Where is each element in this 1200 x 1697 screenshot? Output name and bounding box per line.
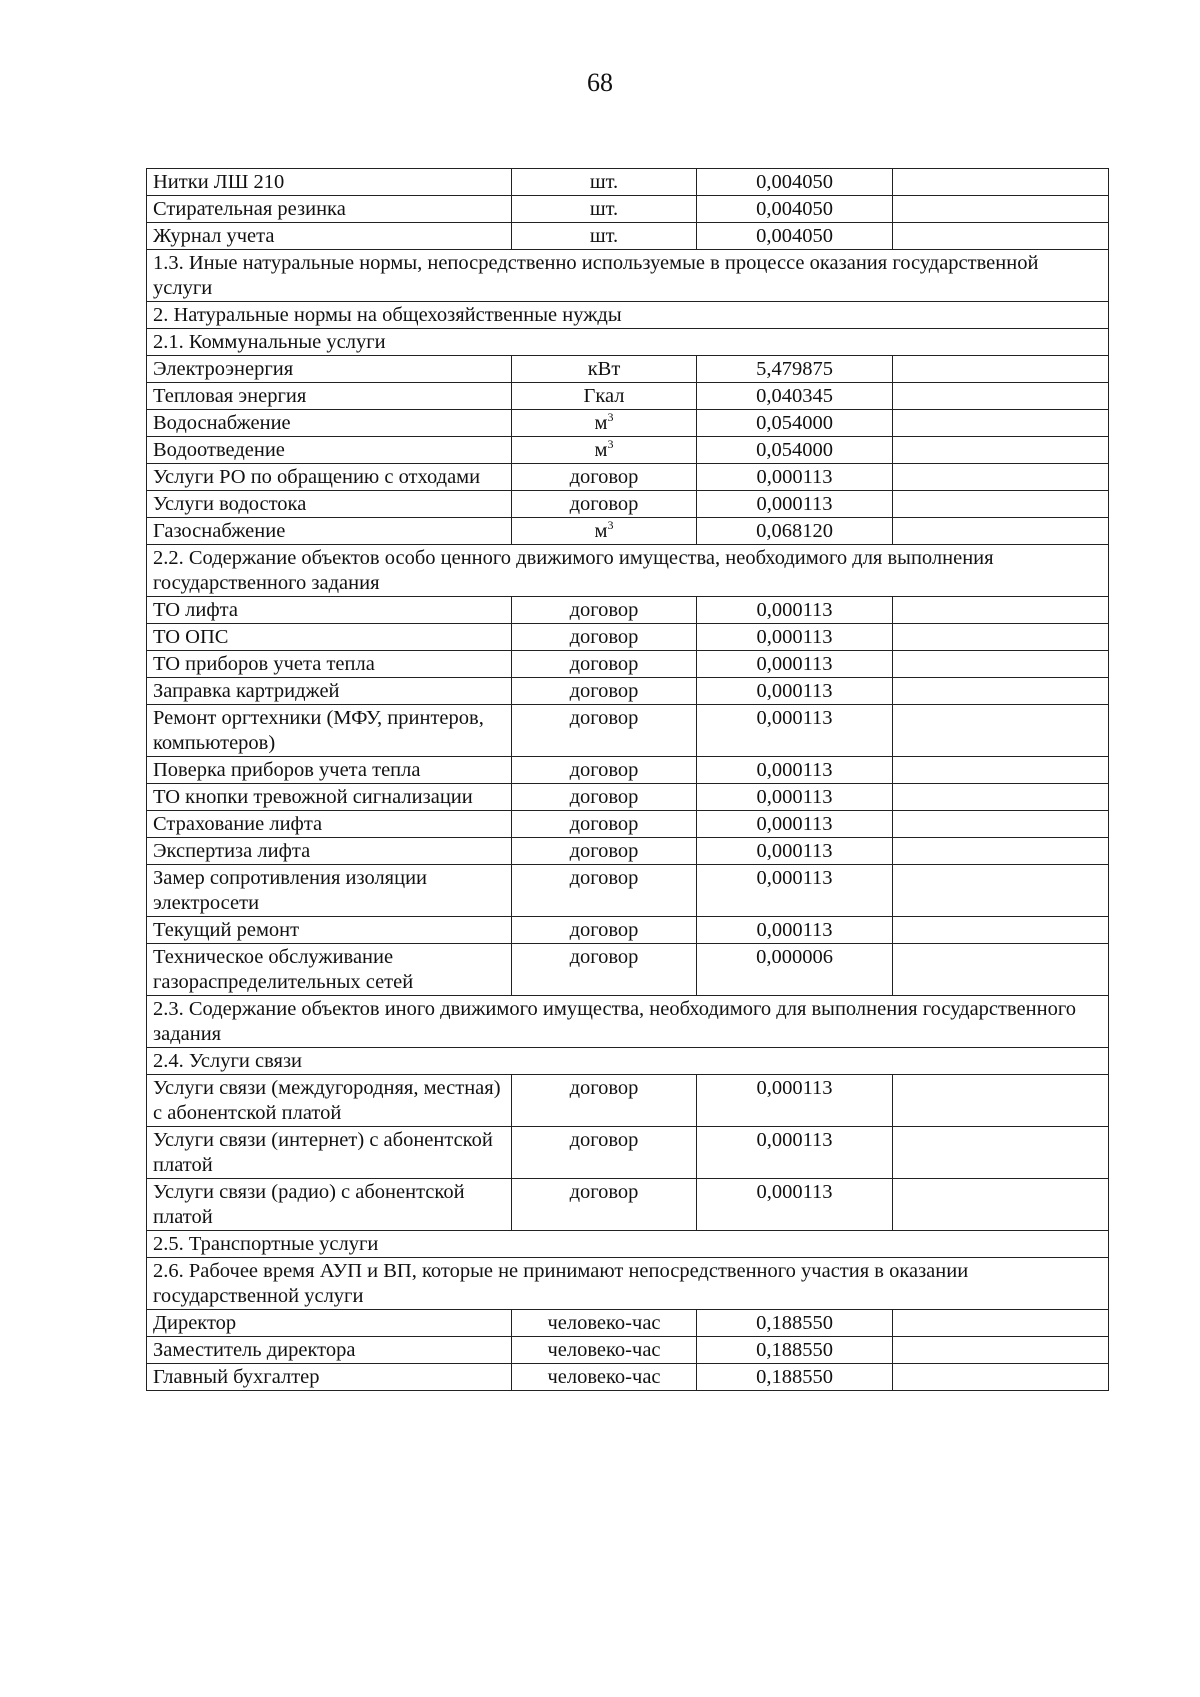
item-unit bbox=[512, 597, 697, 624]
item-unit bbox=[512, 1337, 697, 1364]
item-name: Водоотведение bbox=[147, 437, 512, 464]
item-unit bbox=[512, 196, 697, 223]
item-name: Директор bbox=[147, 1310, 512, 1337]
table-row bbox=[147, 1364, 1109, 1391]
item-unit-text: шт. bbox=[589, 225, 619, 247]
section-row bbox=[147, 1231, 1109, 1258]
section-heading: 1.3. Иные натуральные нормы, непосредственно используемые в процессе оказания государственной услуги bbox=[147, 250, 1109, 302]
item-name: Страхование лифта bbox=[147, 811, 512, 838]
item-name: ТО лифта bbox=[147, 597, 512, 624]
item-unit-exponent: 3 bbox=[607, 518, 614, 533]
item-unit bbox=[512, 651, 697, 678]
item-name: ТО кнопки тревожной сигнализации bbox=[147, 784, 512, 811]
item-unit bbox=[512, 865, 697, 917]
item-value: 5,479875 bbox=[697, 356, 893, 383]
table-row bbox=[147, 1179, 1109, 1231]
item-unit bbox=[512, 757, 697, 784]
table-row bbox=[147, 169, 1109, 196]
section-heading: 2. Натуральные нормы на общехозяйственные нужды bbox=[147, 302, 1109, 329]
item-unit bbox=[512, 917, 697, 944]
item-note bbox=[893, 678, 1109, 705]
table-row bbox=[147, 705, 1109, 757]
item-note bbox=[893, 838, 1109, 865]
item-value: 0,188550 bbox=[697, 1364, 893, 1391]
item-unit-text: договор bbox=[569, 867, 639, 889]
item-value: 0,068120 bbox=[697, 518, 893, 545]
item-value: 0,000113 bbox=[697, 597, 893, 624]
section-row bbox=[147, 302, 1109, 329]
item-value: 0,000113 bbox=[697, 678, 893, 705]
item-unit-text: договор bbox=[569, 946, 639, 968]
item-unit-text: договор bbox=[569, 759, 639, 781]
item-unit bbox=[512, 410, 697, 437]
item-unit bbox=[512, 356, 697, 383]
table-row bbox=[147, 651, 1109, 678]
item-unit bbox=[512, 1364, 697, 1391]
item-value: 0,188550 bbox=[697, 1337, 893, 1364]
table-row bbox=[147, 917, 1109, 944]
table-row bbox=[147, 838, 1109, 865]
norms-table-body bbox=[147, 169, 1109, 1391]
item-unit-text: м bbox=[594, 439, 608, 461]
item-unit bbox=[512, 491, 697, 518]
item-unit bbox=[512, 944, 697, 996]
item-value: 0,054000 bbox=[697, 410, 893, 437]
item-unit bbox=[512, 705, 697, 757]
item-note bbox=[893, 1127, 1109, 1179]
section-row bbox=[147, 250, 1109, 302]
item-note bbox=[893, 811, 1109, 838]
item-note bbox=[893, 1337, 1109, 1364]
section-heading: 2.3. Содержание объектов иного движимого имущества, необходимого для выполнения государственного задания bbox=[147, 996, 1109, 1048]
item-value: 0,000113 bbox=[697, 757, 893, 784]
item-unit-text: договор bbox=[569, 626, 639, 648]
table-row bbox=[147, 784, 1109, 811]
item-unit-text: договор bbox=[569, 840, 639, 862]
table-row bbox=[147, 1127, 1109, 1179]
section-row bbox=[147, 329, 1109, 356]
item-name: Услуги водостока bbox=[147, 491, 512, 518]
item-name: Заправка картриджей bbox=[147, 678, 512, 705]
item-unit-text: договор bbox=[569, 1129, 639, 1151]
item-note bbox=[893, 169, 1109, 196]
table-row bbox=[147, 624, 1109, 651]
item-unit bbox=[512, 1310, 697, 1337]
item-value: 0,000113 bbox=[697, 865, 893, 917]
section-heading: 2.1. Коммунальные услуги bbox=[147, 329, 1109, 356]
item-note bbox=[893, 383, 1109, 410]
page-number: 68 bbox=[587, 68, 613, 97]
item-unit-text: Гкал bbox=[583, 385, 625, 407]
item-name: Тепловая энергия bbox=[147, 383, 512, 410]
item-note bbox=[893, 410, 1109, 437]
item-unit-text: кВт bbox=[587, 358, 621, 380]
item-unit bbox=[512, 437, 697, 464]
item-name: Ремонт оргтехники (МФУ, принтеров, компьютеров) bbox=[147, 705, 512, 757]
item-unit bbox=[512, 811, 697, 838]
item-note bbox=[893, 1310, 1109, 1337]
item-name: Поверка приборов учета тепла bbox=[147, 757, 512, 784]
item-unit bbox=[512, 1075, 697, 1127]
table-row bbox=[147, 464, 1109, 491]
table-row bbox=[147, 1075, 1109, 1127]
item-unit bbox=[512, 838, 697, 865]
item-unit-exponent: 3 bbox=[607, 410, 614, 425]
item-unit-text: договор bbox=[569, 653, 639, 675]
item-note bbox=[893, 597, 1109, 624]
item-unit bbox=[512, 383, 697, 410]
item-name: Газоснабжение bbox=[147, 518, 512, 545]
item-name: Услуги связи (междугородняя, местная) с абонентской платой bbox=[147, 1075, 512, 1127]
table-row bbox=[147, 196, 1109, 223]
section-row bbox=[147, 996, 1109, 1048]
table-row bbox=[147, 757, 1109, 784]
item-note bbox=[893, 464, 1109, 491]
item-value: 0,000006 bbox=[697, 944, 893, 996]
item-unit-text: договор bbox=[569, 707, 639, 729]
item-unit bbox=[512, 784, 697, 811]
item-value: 0,000113 bbox=[697, 838, 893, 865]
item-note bbox=[893, 757, 1109, 784]
item-note bbox=[893, 356, 1109, 383]
table-row bbox=[147, 811, 1109, 838]
item-name: ТО приборов учета тепла bbox=[147, 651, 512, 678]
item-name: ТО ОПС bbox=[147, 624, 512, 651]
item-note bbox=[893, 624, 1109, 651]
item-value: 0,000113 bbox=[697, 784, 893, 811]
item-name: Экспертиза лифта bbox=[147, 838, 512, 865]
table-row bbox=[147, 223, 1109, 250]
table-row bbox=[147, 491, 1109, 518]
item-name: Водоснабжение bbox=[147, 410, 512, 437]
table-row bbox=[147, 865, 1109, 917]
item-value: 0,000113 bbox=[697, 1127, 893, 1179]
item-unit bbox=[512, 1127, 697, 1179]
table-row bbox=[147, 410, 1109, 437]
table-row bbox=[147, 437, 1109, 464]
item-value: 0,000113 bbox=[697, 651, 893, 678]
item-unit-text: м bbox=[594, 520, 608, 542]
item-value: 0,004050 bbox=[697, 196, 893, 223]
item-note bbox=[893, 518, 1109, 545]
item-name: Нитки ЛШ 210 bbox=[147, 169, 512, 196]
item-unit bbox=[512, 678, 697, 705]
item-note bbox=[893, 917, 1109, 944]
item-unit-text: договор bbox=[569, 493, 639, 515]
item-value: 0,040345 bbox=[697, 383, 893, 410]
item-note bbox=[893, 1075, 1109, 1127]
table-row bbox=[147, 1337, 1109, 1364]
item-value: 0,000113 bbox=[697, 491, 893, 518]
item-unit-text: шт. bbox=[589, 171, 619, 193]
item-note bbox=[893, 784, 1109, 811]
item-note bbox=[893, 1179, 1109, 1231]
item-unit-text: договор bbox=[569, 680, 639, 702]
item-unit-text: договор bbox=[569, 466, 639, 488]
item-value: 0,000113 bbox=[697, 1179, 893, 1231]
table-row bbox=[147, 597, 1109, 624]
item-name: Журнал учета bbox=[147, 223, 512, 250]
item-note bbox=[893, 865, 1109, 917]
item-unit-text: человеко-час bbox=[547, 1339, 661, 1361]
item-value: 0,000113 bbox=[697, 917, 893, 944]
item-value: 0,000113 bbox=[697, 705, 893, 757]
item-name: Заместитель директора bbox=[147, 1337, 512, 1364]
table-row bbox=[147, 356, 1109, 383]
item-name: Услуги связи (интернет) с абонентской платой bbox=[147, 1127, 512, 1179]
item-value: 0,000113 bbox=[697, 624, 893, 651]
item-value: 0,000113 bbox=[697, 1075, 893, 1127]
item-value: 0,004050 bbox=[697, 169, 893, 196]
item-unit bbox=[512, 223, 697, 250]
section-heading: 2.2. Содержание объектов особо ценного движимого имущества, необходимого для выполнения государственного задания bbox=[147, 545, 1109, 597]
item-unit-text: м bbox=[594, 412, 608, 434]
item-note bbox=[893, 1364, 1109, 1391]
section-row bbox=[147, 1048, 1109, 1075]
item-unit-text: договор bbox=[569, 786, 639, 808]
item-note bbox=[893, 651, 1109, 678]
item-unit-text: договор bbox=[569, 1181, 639, 1203]
table-row bbox=[147, 1310, 1109, 1337]
item-name: Главный бухгалтер bbox=[147, 1364, 512, 1391]
norms-table bbox=[146, 168, 1109, 1391]
table-row bbox=[147, 518, 1109, 545]
item-unit bbox=[512, 624, 697, 651]
item-note bbox=[893, 705, 1109, 757]
item-unit-text: шт. bbox=[589, 198, 619, 220]
item-note bbox=[893, 491, 1109, 518]
item-name: Стирательная резинка bbox=[147, 196, 512, 223]
section-row bbox=[147, 1258, 1109, 1310]
item-unit bbox=[512, 1179, 697, 1231]
item-unit-text: договор bbox=[569, 919, 639, 941]
item-value: 0,004050 bbox=[697, 223, 893, 250]
item-value: 0,188550 bbox=[697, 1310, 893, 1337]
table-row bbox=[147, 383, 1109, 410]
item-value: 0,000113 bbox=[697, 464, 893, 491]
item-unit-text: договор bbox=[569, 599, 639, 621]
item-unit bbox=[512, 169, 697, 196]
section-row bbox=[147, 545, 1109, 597]
section-heading: 2.4. Услуги связи bbox=[147, 1048, 1109, 1075]
item-note bbox=[893, 437, 1109, 464]
item-unit bbox=[512, 464, 697, 491]
item-value: 0,054000 bbox=[697, 437, 893, 464]
item-unit-exponent: 3 bbox=[607, 437, 614, 452]
item-note bbox=[893, 196, 1109, 223]
item-unit-text: договор bbox=[569, 1077, 639, 1099]
item-name: Техническое обслуживание газораспределительных сетей bbox=[147, 944, 512, 996]
item-unit-text: человеко-час bbox=[547, 1312, 661, 1334]
item-unit-text: человеко-час bbox=[547, 1366, 661, 1388]
item-name: Электроэнергия bbox=[147, 356, 512, 383]
item-unit bbox=[512, 518, 697, 545]
table-row bbox=[147, 944, 1109, 996]
item-name: Услуги связи (радио) с абонентской платой bbox=[147, 1179, 512, 1231]
section-heading: 2.5. Транспортные услуги bbox=[147, 1231, 1109, 1258]
section-heading: 2.6. Рабочее время АУП и ВП, которые не принимают непосредственного участия в оказании государственной услуги bbox=[147, 1258, 1109, 1310]
item-unit-text: договор bbox=[569, 813, 639, 835]
item-name: Услуги РО по обращению с отходами bbox=[147, 464, 512, 491]
item-note bbox=[893, 944, 1109, 996]
item-note bbox=[893, 223, 1109, 250]
table-row bbox=[147, 678, 1109, 705]
item-name: Текущий ремонт bbox=[147, 917, 512, 944]
item-name: Замер сопротивления изоляции электросети bbox=[147, 865, 512, 917]
item-value: 0,000113 bbox=[697, 811, 893, 838]
